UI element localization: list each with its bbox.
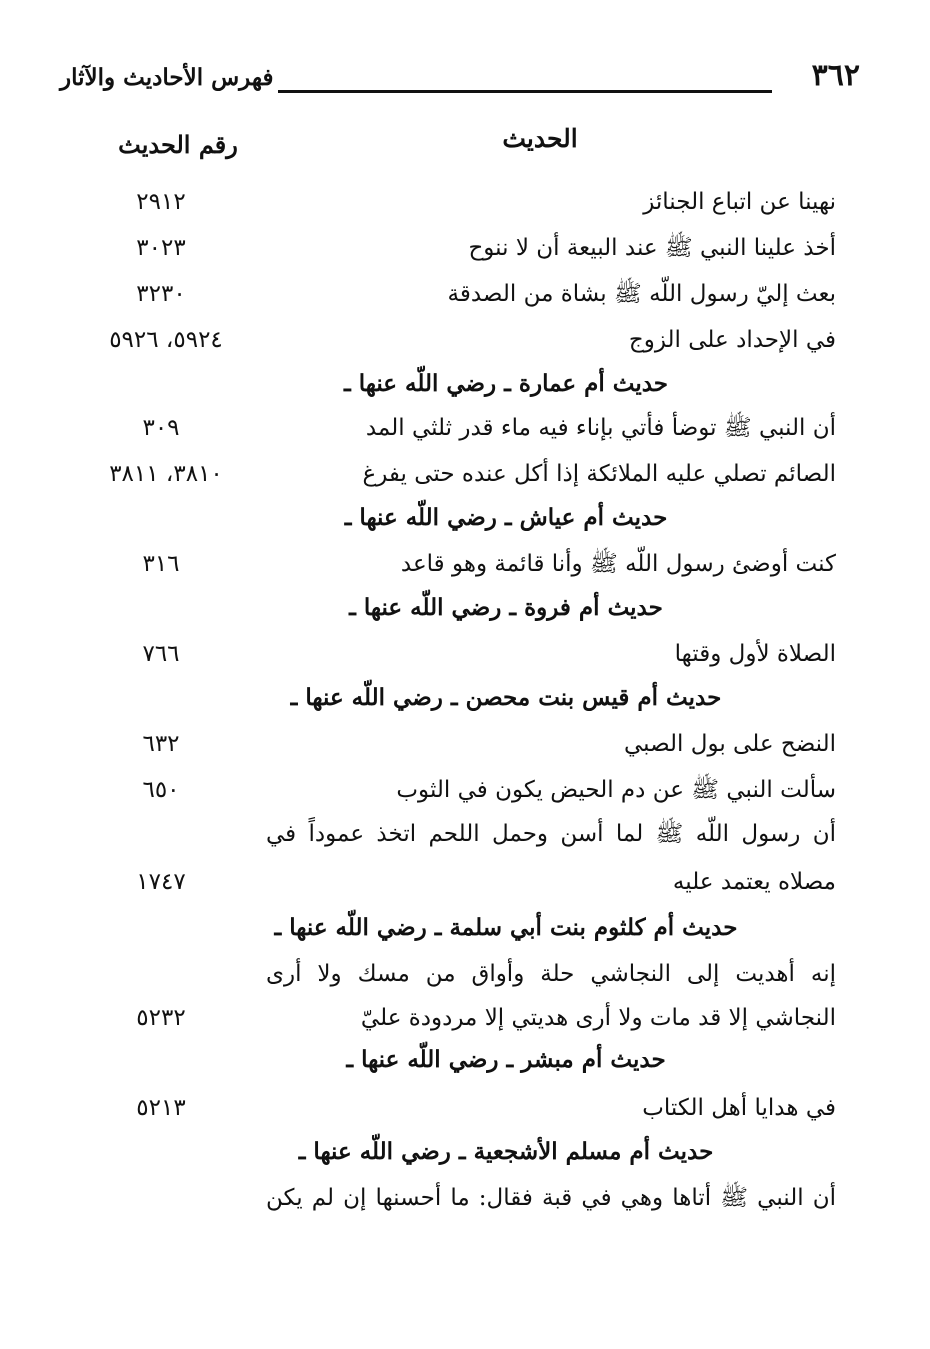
- hadith-number: ٣٠٩: [142, 415, 180, 441]
- hadith-number: ٣٢٣٠: [136, 281, 186, 307]
- section-heading-text: حديث أم فروة ـ رضي اللّه عنها ـ: [349, 594, 663, 621]
- section-heading: [86, 676, 836, 720]
- hadith-number: ٣٨١٠، ٣٨١١: [109, 461, 223, 487]
- section-heading-text: حديث أم عمارة ـ رضي اللّه عنها ـ: [343, 370, 669, 397]
- section-heading-text: حديث أم قيس بنت محصن ـ رضي اللّه عنها ـ: [290, 684, 722, 711]
- section-heading: [86, 496, 836, 540]
- hadith-text: النجاشي إلا قد مات ولا أرى هديتي إلا مردودة عليّ: [360, 1005, 836, 1031]
- hadith-text: كنت أوضئ رسول اللّه ﷺ وأنا قائمة وهو قاعد: [400, 551, 836, 577]
- hadith-number: ٥٢٣٢: [136, 1005, 186, 1031]
- section-heading: [86, 1038, 836, 1082]
- index-row: [86, 452, 836, 496]
- hadith-text: الصلاة لأول وقتها: [674, 641, 836, 667]
- hadith-number: ٣٠٢٣: [136, 235, 186, 261]
- hadith-text: أن رسول اللّه ﷺ لما أسن وحمل اللحم اتخذ عموداً في: [266, 821, 836, 847]
- hadith-text: إنه أهديت إلى النجاشي حلة وأواق من مسك ولا أرى: [266, 961, 836, 987]
- section-heading-text: حديث أم مسلم الأشجعية ـ رضي اللّه عنها ـ: [298, 1138, 714, 1165]
- section-heading-text: حديث أم عياش ـ رضي اللّه عنها ـ: [344, 504, 668, 531]
- hadith-number: ٣١٦: [142, 551, 180, 577]
- page-number: ٣٦٢: [811, 58, 860, 93]
- header-rule: [278, 90, 772, 93]
- section-heading: [86, 1130, 836, 1174]
- hadith-text: نهينا عن اتباع الجنائز: [643, 189, 836, 215]
- index-row: [86, 812, 836, 856]
- hadith-text: سألت النبي ﷺ عن دم الحيض يكون في الثوب: [396, 777, 836, 803]
- column-header-hadith: الحديث: [502, 124, 578, 153]
- hadith-number: ٥٩٢٤، ٥٩٢٦: [109, 327, 223, 353]
- hadith-number: ٥٢١٣: [136, 1095, 186, 1121]
- hadith-number: ٢٩١٢: [136, 189, 186, 215]
- hadith-text: في هدايا أهل الكتاب: [642, 1095, 836, 1121]
- section-heading-text: حديث أم كلثوم بنت أبي سلمة ـ رضي اللّه عنها ـ: [274, 914, 738, 941]
- hadith-text: في الإحداد على الزوج: [628, 327, 836, 353]
- index-row: [86, 272, 836, 316]
- column-header-number: رقم الحديث: [118, 130, 238, 159]
- index-row: [86, 996, 836, 1040]
- hadith-number: ٦٣٢: [142, 731, 180, 757]
- index-row: [86, 632, 836, 676]
- header-title: فهرس الأحاديث والآثار: [60, 64, 274, 91]
- hadith-text: أخذ علينا النبي ﷺ عند البيعة أن لا ننوح: [468, 235, 836, 261]
- section-heading: [86, 906, 836, 950]
- index-row: [86, 768, 836, 812]
- hadith-text: أن النبي ﷺ توضأ فأتي بإناء فيه ماء قدر ثلثي المد: [365, 415, 836, 441]
- index-row: [86, 1086, 836, 1130]
- index-row: [86, 722, 836, 766]
- hadith-number: ٧٦٦: [142, 641, 180, 667]
- index-row: [86, 952, 836, 996]
- index-row: [86, 542, 836, 586]
- running-header: [60, 56, 860, 100]
- hadith-text: أن النبي ﷺ أتاها وهي في قبة فقال: ما أحسنها إن لم يكن: [266, 1185, 836, 1211]
- index-row: [86, 318, 836, 362]
- hadith-text: بعث إليّ رسول اللّه ﷺ بشاة من الصدقة: [447, 281, 836, 307]
- section-heading: [86, 362, 836, 406]
- hadith-text: مصلاه يعتمد عليه: [672, 869, 836, 895]
- hadith-text: النضح على بول الصبي: [623, 731, 836, 757]
- hadith-number: ٦٥٠: [142, 777, 180, 803]
- hadith-text: الصائم تصلي عليه الملائكة إذا أكل عنده حتى يفرغ: [362, 461, 836, 487]
- section-heading-text: حديث أم مبشر ـ رضي اللّه عنها ـ: [346, 1046, 666, 1073]
- index-row: [86, 1176, 836, 1220]
- index-row: [86, 180, 836, 224]
- hadith-number: ١٧٤٧: [136, 869, 186, 895]
- index-row: [86, 226, 836, 270]
- index-row: [86, 406, 836, 450]
- section-heading: [86, 586, 836, 630]
- index-row: [86, 860, 836, 904]
